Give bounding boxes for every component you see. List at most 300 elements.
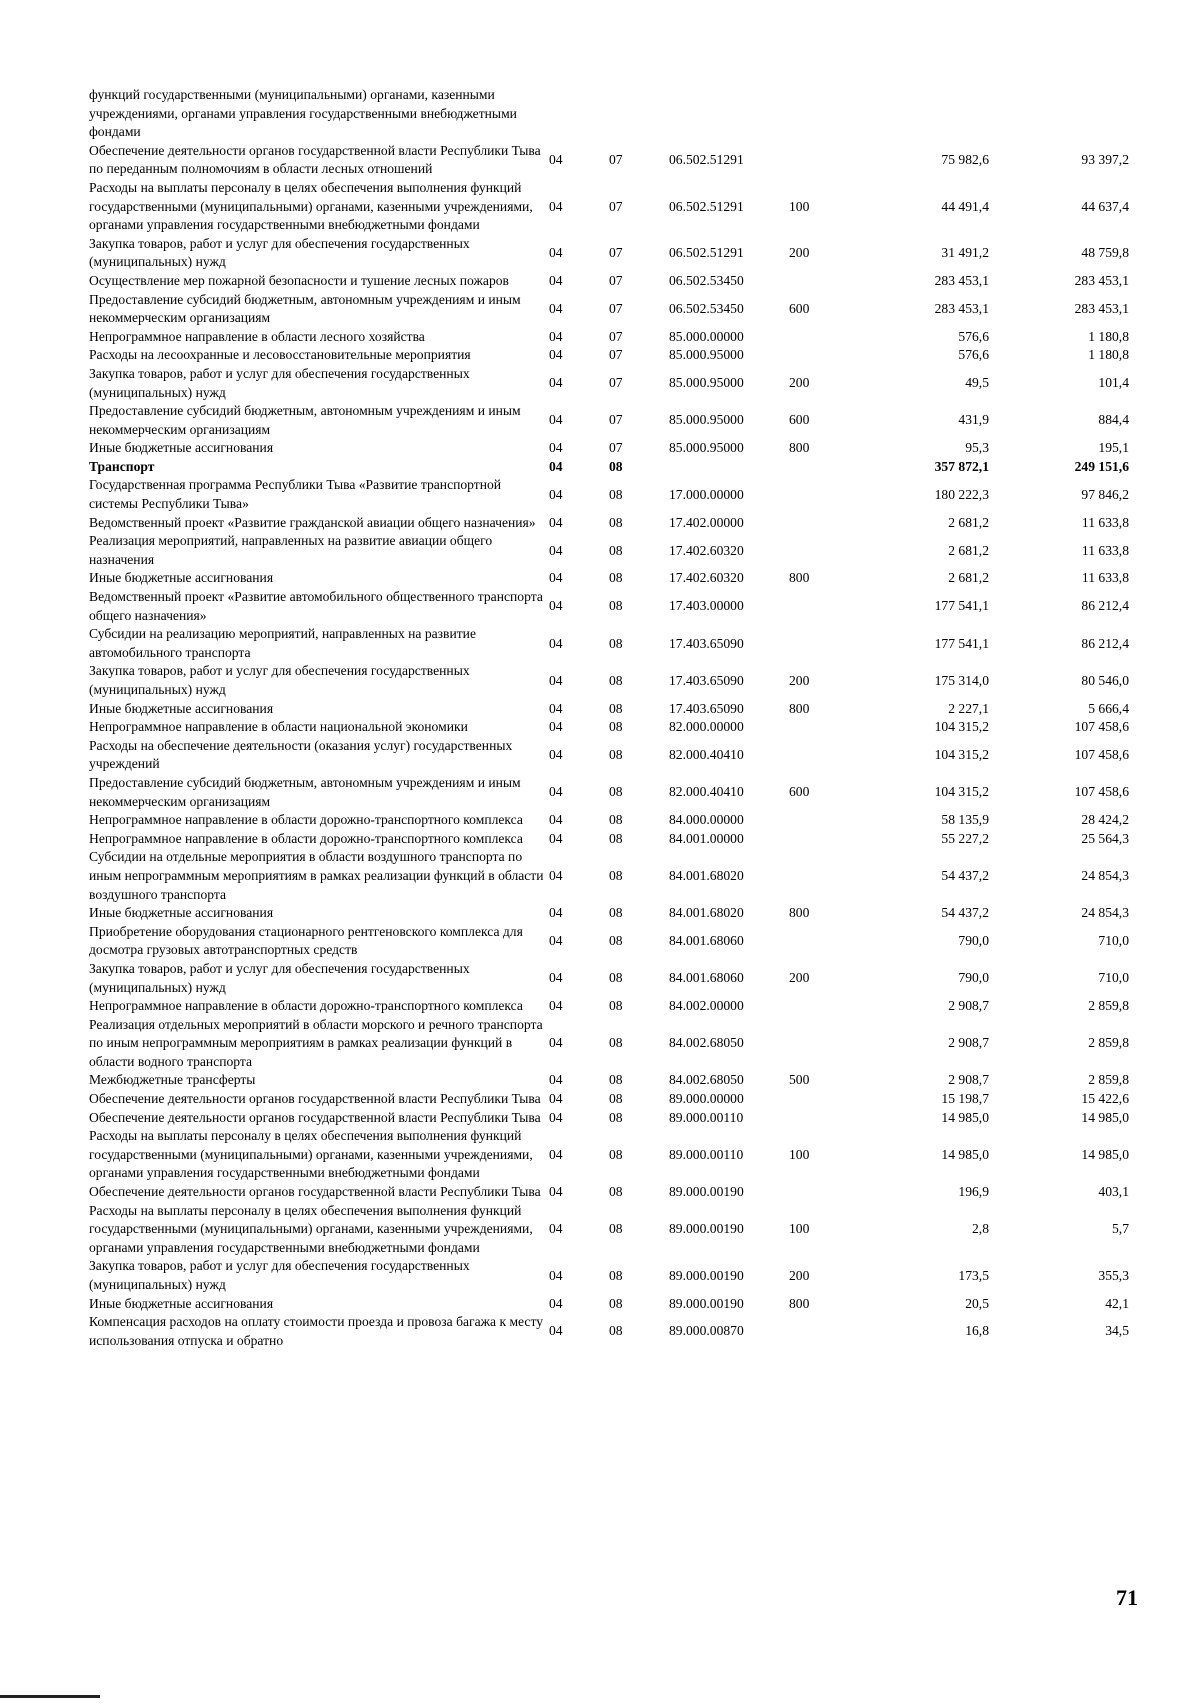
row-amount-year-1: 44 491,4 bbox=[941, 198, 989, 214]
row-amount-year-1: 2 227,1 bbox=[948, 700, 989, 716]
table-row bbox=[89, 1109, 1129, 1128]
table-row bbox=[89, 291, 1129, 328]
row-target-article-code: 06.502.51291 bbox=[669, 245, 744, 261]
row-name: Закупка товаров, работ и услуг для обеспечения государственных (муниципальных) нужд bbox=[89, 1258, 470, 1292]
row-subsection-code: 08 bbox=[609, 970, 623, 986]
row-amount-year-1: 49,5 bbox=[965, 375, 989, 391]
row-name: Расходы на обеспечение деятельности (оказания услуг) государственных учреждений bbox=[89, 737, 513, 772]
row-amount-year-2: 249 151,6 bbox=[1074, 458, 1129, 474]
row-section-code: 04 bbox=[549, 598, 563, 614]
row-section-code: 04 bbox=[549, 933, 563, 949]
table-row bbox=[89, 625, 1129, 662]
row-target-article-code: 89.000.00190 bbox=[669, 1267, 744, 1283]
row-subsection-code: 08 bbox=[609, 998, 623, 1014]
row-expense-type-code: 200 bbox=[789, 245, 810, 261]
row-name: Иные бюджетные ассигнования bbox=[89, 700, 274, 716]
row-amount-year-2: 25 564,3 bbox=[1081, 830, 1129, 846]
row-target-article-code: 89.000.00000 bbox=[669, 1091, 744, 1107]
row-section-code: 04 bbox=[549, 245, 563, 261]
row-subsection-code: 08 bbox=[609, 1221, 623, 1237]
row-name: Непрограммное направление в области лесного хозяйства bbox=[89, 328, 425, 344]
row-target-article-code: 84.000.00000 bbox=[669, 812, 744, 828]
row-section-code: 04 bbox=[549, 1184, 563, 1200]
row-expense-type-code: 600 bbox=[789, 784, 810, 800]
row-section-code: 04 bbox=[549, 672, 563, 688]
row-expense-type-code bbox=[789, 1109, 859, 1128]
row-subsection-code: 07 bbox=[609, 300, 623, 316]
row-amount-year-2: 11 633,8 bbox=[1081, 514, 1129, 530]
row-subsection-code: 08 bbox=[609, 672, 623, 688]
table-row bbox=[89, 235, 1129, 272]
row-name: Расходы на выплаты персоналу в целях обеспечения выполнения функций государственными (муниципальными) органами, казенными учреждениями, органами управления государственными внебюджетными фондами bbox=[89, 1128, 533, 1181]
row-name: Закупка товаров, работ и услуг для обеспечения государственных (муниципальных) нужд bbox=[89, 365, 470, 400]
row-name: Предоставление субсидий бюджетным, автономным учреждениям и иным некоммерческим организациям bbox=[89, 774, 521, 809]
row-amount-year-1: 15 198,7 bbox=[941, 1091, 989, 1107]
row-target-article-code: 84.001.68060 bbox=[669, 970, 744, 986]
row-name: Субсидии на реализацию мероприятий, направленных на развитие автомобильного транспорта bbox=[89, 626, 476, 660]
table-row bbox=[89, 476, 1129, 513]
row-amount-year-1: 104 315,2 bbox=[934, 784, 989, 800]
budget-table bbox=[89, 86, 1129, 1350]
row-name: Государственная программа Республики Тыва «Развитие транспортной системы Республики Тыва» bbox=[89, 477, 502, 512]
row-expense-type-code bbox=[789, 514, 859, 533]
row-expense-type-code bbox=[789, 86, 859, 142]
table-row bbox=[89, 1295, 1129, 1314]
row-target-article-code: 82.000.40410 bbox=[669, 784, 744, 800]
row-name: Обеспечение деятельности органов государственной власти Республики Тыва bbox=[89, 1091, 541, 1107]
row-subsection-code: 08 bbox=[609, 747, 623, 763]
row-amount-year-1: 14 985,0 bbox=[941, 1146, 989, 1162]
row-name: Реализация мероприятий, направленных на развитие авиации общего назначения bbox=[89, 533, 493, 567]
row-expense-type-code: 200 bbox=[789, 970, 810, 986]
table-row bbox=[89, 458, 1129, 477]
row-amount-year-1: 2 908,7 bbox=[948, 1072, 989, 1088]
row-amount-year-1: 576,6 bbox=[958, 328, 989, 344]
row-expense-type-code bbox=[789, 811, 859, 830]
table-row bbox=[89, 439, 1129, 458]
row-subsection-code: 08 bbox=[609, 635, 623, 651]
table-row bbox=[89, 960, 1129, 997]
row-expense-type-code bbox=[789, 848, 859, 904]
row-expense-type-code bbox=[789, 142, 859, 179]
row-amount-year-1 bbox=[859, 86, 989, 142]
row-amount-year-2: 28 424,2 bbox=[1081, 812, 1129, 828]
table-row bbox=[89, 1183, 1129, 1202]
row-section-code: 04 bbox=[549, 1221, 563, 1237]
table-row bbox=[89, 532, 1129, 569]
row-section-code: 04 bbox=[549, 1072, 563, 1088]
row-subsection-code: 08 bbox=[609, 933, 623, 949]
row-expense-type-code: 100 bbox=[789, 1146, 810, 1162]
row-target-article-code: 85.000.00000 bbox=[669, 328, 744, 344]
row-amount-year-1: 2 908,7 bbox=[948, 998, 989, 1014]
row-amount-year-1: 431,9 bbox=[958, 412, 989, 428]
row-target-article-code bbox=[669, 86, 789, 142]
row-target-article-code: 85.000.95000 bbox=[669, 412, 744, 428]
row-section-code: 04 bbox=[549, 514, 563, 530]
row-target-article-code: 89.000.00190 bbox=[669, 1295, 744, 1311]
row-subsection-code: 07 bbox=[609, 198, 623, 214]
row-section-code: 04 bbox=[549, 1323, 563, 1339]
row-name: Обеспечение деятельности органов государственной власти Республики Тыва bbox=[89, 1109, 541, 1125]
row-expense-type-code bbox=[789, 458, 859, 477]
row-name: Закупка товаров, работ и услуг для обеспечения государственных (муниципальных) нужд bbox=[89, 663, 470, 697]
row-amount-year-1: 54 437,2 bbox=[941, 867, 989, 883]
row-amount-year-1: 283 453,1 bbox=[934, 300, 989, 316]
row-expense-type-code bbox=[789, 1183, 859, 1202]
row-name: Обеспечение деятельности органов государственной власти Республики Тыва bbox=[89, 1184, 541, 1200]
row-name: Ведомственный проект «Развитие автомобильного общественного транспорта общего назначения» bbox=[89, 589, 543, 623]
row-section-code: 04 bbox=[549, 1295, 563, 1311]
table-row bbox=[89, 811, 1129, 830]
row-target-article-code: 82.000.40410 bbox=[669, 747, 744, 763]
table-row bbox=[89, 1016, 1129, 1072]
row-target-article-code: 84.002.68050 bbox=[669, 1035, 744, 1051]
table-row bbox=[89, 997, 1129, 1016]
row-amount-year-2: 5,7 bbox=[1112, 1221, 1129, 1237]
table-row bbox=[89, 588, 1129, 625]
table-row bbox=[89, 1071, 1129, 1090]
row-amount-year-1: 196,9 bbox=[958, 1184, 989, 1200]
row-amount-year-2: 195,1 bbox=[1098, 440, 1129, 456]
row-expense-type-code bbox=[789, 737, 859, 774]
row-expense-type-code: 800 bbox=[789, 700, 810, 716]
row-amount-year-1: 2 681,2 bbox=[948, 570, 989, 586]
row-target-article-code: 84.002.68050 bbox=[669, 1072, 744, 1088]
row-target-article-code: 89.000.00110 bbox=[669, 1146, 744, 1162]
row-name: Межбюджетные трансферты bbox=[89, 1072, 256, 1088]
row-section-code: 04 bbox=[549, 570, 563, 586]
row-amount-year-1: 357 872,1 bbox=[934, 458, 989, 474]
row-amount-year-2: 44 637,4 bbox=[1081, 198, 1129, 214]
row-section-code: 04 bbox=[549, 328, 563, 344]
row-amount-year-1: 283 453,1 bbox=[934, 272, 989, 288]
budget-table-container bbox=[89, 86, 1129, 1350]
row-section-code: 04 bbox=[549, 347, 563, 363]
row-subsection-code: 08 bbox=[609, 1035, 623, 1051]
table-row bbox=[89, 662, 1129, 699]
table-row bbox=[89, 514, 1129, 533]
row-amount-year-2: 5 666,4 bbox=[1088, 700, 1129, 716]
row-subsection-code: 08 bbox=[609, 1146, 623, 1162]
row-subsection-code: 08 bbox=[609, 1323, 623, 1339]
row-subsection-code: 08 bbox=[609, 598, 623, 614]
row-amount-year-2: 107 458,6 bbox=[1074, 784, 1129, 800]
row-section-code bbox=[549, 86, 609, 142]
row-amount-year-2: 884,4 bbox=[1098, 412, 1129, 428]
row-target-article-code: 84.002.00000 bbox=[669, 998, 744, 1014]
row-amount-year-2: 24 854,3 bbox=[1081, 905, 1129, 921]
row-amount-year-1: 790,0 bbox=[958, 933, 989, 949]
table-row bbox=[89, 365, 1129, 402]
row-amount-year-2: 2 859,8 bbox=[1088, 1035, 1129, 1051]
row-name: Иные бюджетные ассигнования bbox=[89, 440, 274, 456]
row-amount-year-2: 15 422,6 bbox=[1081, 1091, 1129, 1107]
row-subsection-code: 08 bbox=[609, 570, 623, 586]
row-target-article-code: 89.000.00190 bbox=[669, 1184, 744, 1200]
row-target-article-code: 89.000.00870 bbox=[669, 1323, 744, 1339]
table-row bbox=[89, 569, 1129, 588]
row-name: Реализация отдельных мероприятий в области морского и речного транспорта по иным непрограммным мероприятиям в рамках реализации функций в области водного транспорта bbox=[89, 1016, 543, 1069]
row-amount-year-2: 107 458,6 bbox=[1074, 747, 1129, 763]
row-amount-year-2: 283 453,1 bbox=[1074, 272, 1129, 288]
row-section-code: 04 bbox=[549, 458, 563, 474]
row-expense-type-code bbox=[789, 1313, 859, 1350]
row-target-article-code: 89.000.00190 bbox=[669, 1221, 744, 1237]
row-subsection-code: 08 bbox=[609, 486, 623, 502]
row-subsection-code: 08 bbox=[609, 458, 623, 474]
row-amount-year-1: 14 985,0 bbox=[941, 1109, 989, 1125]
row-section-code: 04 bbox=[549, 998, 563, 1014]
row-subsection-code: 07 bbox=[609, 440, 623, 456]
row-subsection-code: 08 bbox=[609, 830, 623, 846]
row-amount-year-2: 283 453,1 bbox=[1074, 300, 1129, 316]
row-target-article-code: 06.502.51291 bbox=[669, 152, 744, 168]
row-subsection-code: 07 bbox=[609, 328, 623, 344]
row-name: Ведомственный проект «Развитие гражданской авиации общего назначения» bbox=[89, 514, 536, 530]
table-row bbox=[89, 179, 1129, 235]
row-amount-year-2: 107 458,6 bbox=[1074, 719, 1129, 735]
row-amount-year-2: 2 859,8 bbox=[1088, 1072, 1129, 1088]
row-name: Иные бюджетные ассигнования bbox=[89, 905, 274, 921]
row-section-code: 04 bbox=[549, 1109, 563, 1125]
row-target-article-code: 85.000.95000 bbox=[669, 347, 744, 363]
footer-rule bbox=[0, 1695, 100, 1698]
row-name: Расходы на выплаты персоналу в целях обеспечения выполнения функций государственными (муниципальными) органами, казенными учреждениями, органами управления государственными внебюджетными фондами bbox=[89, 179, 533, 233]
row-amount-year-1: 177 541,1 bbox=[934, 635, 989, 651]
row-expense-type-code bbox=[789, 997, 859, 1016]
row-subsection-code: 08 bbox=[609, 867, 623, 883]
row-amount-year-2: 14 985,0 bbox=[1081, 1109, 1129, 1125]
row-amount-year-1: 2 681,2 bbox=[948, 514, 989, 530]
row-subsection-code: 07 bbox=[609, 412, 623, 428]
row-amount-year-1: 58 135,9 bbox=[941, 812, 989, 828]
row-amount-year-2: 2 859,8 bbox=[1088, 998, 1129, 1014]
row-expense-type-code bbox=[789, 1090, 859, 1109]
row-name: Обеспечение деятельности органов государственной власти Республики Тыва по переданным полномочиям в области лесных отношений bbox=[89, 142, 541, 177]
row-amount-year-2 bbox=[989, 86, 1129, 142]
row-expense-type-code bbox=[789, 1016, 859, 1072]
row-subsection-code: 08 bbox=[609, 514, 623, 530]
row-section-code: 04 bbox=[549, 812, 563, 828]
table-row bbox=[89, 830, 1129, 849]
row-name: Иные бюджетные ассигнования bbox=[89, 1295, 274, 1311]
row-amount-year-2: 1 180,8 bbox=[1088, 328, 1129, 344]
row-amount-year-2: 80 546,0 bbox=[1081, 672, 1129, 688]
table-row bbox=[89, 402, 1129, 439]
row-target-article-code: 84.001.68060 bbox=[669, 933, 744, 949]
row-amount-year-1: 55 227,2 bbox=[941, 830, 989, 846]
table-row bbox=[89, 1202, 1129, 1258]
row-subsection-code: 08 bbox=[609, 1091, 623, 1107]
row-subsection-code: 08 bbox=[609, 719, 623, 735]
table-row bbox=[89, 1313, 1129, 1350]
row-amount-year-2: 710,0 bbox=[1098, 933, 1129, 949]
row-section-code: 04 bbox=[549, 412, 563, 428]
row-subsection-code: 07 bbox=[609, 272, 623, 288]
row-target-article-code: 85.000.95000 bbox=[669, 440, 744, 456]
table-row bbox=[89, 142, 1129, 179]
row-subsection-code: 08 bbox=[609, 1295, 623, 1311]
row-name: Осуществление мер пожарной безопасности и тушение лесных пожаров bbox=[89, 272, 509, 288]
row-section-code: 04 bbox=[549, 747, 563, 763]
row-expense-type-code: 800 bbox=[789, 1295, 810, 1311]
row-section-code: 04 bbox=[549, 1267, 563, 1283]
row-section-code: 04 bbox=[549, 542, 563, 558]
table-row bbox=[89, 86, 1129, 142]
row-subsection-code: 08 bbox=[609, 1184, 623, 1200]
row-section-code: 04 bbox=[549, 784, 563, 800]
row-amount-year-1: 20,5 bbox=[965, 1295, 989, 1311]
row-name: Субсидии на отдельные мероприятия в области воздушного транспорта по иным непрограммным мероприятиям в рамках реализации функций в области воздушного транспорта bbox=[89, 849, 544, 902]
row-expense-type-code bbox=[789, 346, 859, 365]
row-amount-year-2: 403,1 bbox=[1098, 1184, 1129, 1200]
row-amount-year-1: 173,5 bbox=[958, 1267, 989, 1283]
row-section-code: 04 bbox=[549, 486, 563, 502]
row-name: функций государственными (муниципальными) органами, казенными учреждениями, органами управления государственными внебюджетными фондами bbox=[89, 87, 517, 140]
row-target-article-code: 85.000.95000 bbox=[669, 375, 744, 391]
row-section-code: 04 bbox=[549, 1146, 563, 1162]
row-expense-type-code bbox=[789, 532, 859, 569]
row-expense-type-code: 800 bbox=[789, 905, 810, 921]
row-expense-type-code: 200 bbox=[789, 672, 810, 688]
row-target-article-code: 06.502.53450 bbox=[669, 300, 744, 316]
row-name: Компенсация расходов на оплату стоимости проезда и провоза багажа к месту использования отпуска и обратно bbox=[89, 1314, 544, 1348]
row-target-article-code: 17.403.65090 bbox=[669, 672, 744, 688]
row-section-code: 04 bbox=[549, 970, 563, 986]
row-subsection-code: 07 bbox=[609, 375, 623, 391]
row-amount-year-1: 177 541,1 bbox=[934, 598, 989, 614]
row-subsection-code: 08 bbox=[609, 905, 623, 921]
row-target-article-code: 84.001.68020 bbox=[669, 905, 744, 921]
row-target-article-code: 06.502.53450 bbox=[669, 272, 744, 288]
row-amount-year-2: 86 212,4 bbox=[1081, 635, 1129, 651]
row-amount-year-2: 710,0 bbox=[1098, 970, 1129, 986]
table-row bbox=[89, 718, 1129, 737]
row-amount-year-1: 2 681,2 bbox=[948, 542, 989, 558]
table-row bbox=[89, 774, 1129, 811]
row-subsection-code: 07 bbox=[609, 347, 623, 363]
row-name: Непрограммное направление в области дорожно-транспортного комплекса bbox=[89, 998, 523, 1014]
row-expense-type-code: 600 bbox=[789, 412, 810, 428]
row-expense-type-code bbox=[789, 923, 859, 960]
row-expense-type-code bbox=[789, 625, 859, 662]
row-section-code: 04 bbox=[549, 719, 563, 735]
row-section-code: 04 bbox=[549, 300, 563, 316]
row-amount-year-1: 180 222,3 bbox=[934, 486, 989, 502]
row-subsection-code: 08 bbox=[609, 812, 623, 828]
row-section-code: 04 bbox=[549, 905, 563, 921]
row-subsection-code: 08 bbox=[609, 1267, 623, 1283]
row-section-code: 04 bbox=[549, 700, 563, 716]
row-amount-year-1: 576,6 bbox=[958, 347, 989, 363]
row-subsection-code: 08 bbox=[609, 1072, 623, 1088]
row-section-code: 04 bbox=[549, 830, 563, 846]
table-row bbox=[89, 1127, 1129, 1183]
row-section-code: 04 bbox=[549, 635, 563, 651]
row-target-article-code: 06.502.51291 bbox=[669, 198, 744, 214]
row-expense-type-code bbox=[789, 588, 859, 625]
row-amount-year-1: 790,0 bbox=[958, 970, 989, 986]
row-amount-year-2: 34,5 bbox=[1105, 1323, 1129, 1339]
row-name: Закупка товаров, работ и услуг для обеспечения государственных (муниципальных) нужд bbox=[89, 235, 470, 270]
table-row bbox=[89, 328, 1129, 347]
row-section-code: 04 bbox=[549, 1091, 563, 1107]
row-subsection-code: 08 bbox=[609, 700, 623, 716]
row-expense-type-code: 100 bbox=[789, 198, 810, 214]
row-subsection-code: 08 bbox=[609, 542, 623, 558]
row-amount-year-1: 2,8 bbox=[972, 1221, 989, 1237]
row-expense-type-code: 500 bbox=[789, 1072, 810, 1088]
row-expense-type-code bbox=[789, 272, 859, 291]
table-row bbox=[89, 1257, 1129, 1294]
row-name: Предоставление субсидий бюджетным, автономным учреждениям и иным некоммерческим организациям bbox=[89, 291, 521, 326]
row-amount-year-1: 95,3 bbox=[965, 440, 989, 456]
row-amount-year-1: 104 315,2 bbox=[934, 719, 989, 735]
row-subsection-code: 08 bbox=[609, 784, 623, 800]
row-target-article-code: 17.403.65090 bbox=[669, 635, 744, 651]
row-target-article-code: 82.000.00000 bbox=[669, 719, 744, 735]
row-target-article-code: 84.001.00000 bbox=[669, 830, 744, 846]
row-amount-year-2: 97 846,2 bbox=[1081, 486, 1129, 502]
table-row bbox=[89, 923, 1129, 960]
row-name: Непрограммное направление в области национальной экономики bbox=[89, 719, 468, 735]
row-amount-year-2: 11 633,8 bbox=[1081, 570, 1129, 586]
row-name: Предоставление субсидий бюджетным, автономным учреждениям и иным некоммерческим организациям bbox=[89, 403, 521, 437]
row-expense-type-code: 100 bbox=[789, 1221, 810, 1237]
row-amount-year-1: 104 315,2 bbox=[934, 747, 989, 763]
row-section-code: 04 bbox=[549, 440, 563, 456]
table-row bbox=[89, 737, 1129, 774]
row-target-article-code: 17.000.00000 bbox=[669, 486, 744, 502]
row-target-article-code: 17.403.65090 bbox=[669, 700, 744, 716]
table-row bbox=[89, 848, 1129, 904]
row-subsection-code: 07 bbox=[609, 152, 623, 168]
row-section-code: 04 bbox=[549, 375, 563, 391]
row-section-code: 04 bbox=[549, 152, 563, 168]
row-subsection-code: 07 bbox=[609, 245, 623, 261]
row-amount-year-2: 1 180,8 bbox=[1088, 347, 1129, 363]
row-section-code: 04 bbox=[549, 1035, 563, 1051]
row-expense-type-code: 800 bbox=[789, 440, 810, 456]
row-expense-type-code: 200 bbox=[789, 375, 810, 391]
row-name: Иные бюджетные ассигнования bbox=[89, 570, 274, 586]
row-expense-type-code bbox=[789, 830, 859, 849]
table-row bbox=[89, 1090, 1129, 1109]
row-expense-type-code bbox=[789, 718, 859, 737]
row-amount-year-1: 54 437,2 bbox=[941, 905, 989, 921]
row-amount-year-2: 86 212,4 bbox=[1081, 598, 1129, 614]
row-expense-type-code: 600 bbox=[789, 300, 810, 316]
row-target-article-code: 17.402.60320 bbox=[669, 542, 744, 558]
row-amount-year-2: 42,1 bbox=[1105, 1295, 1129, 1311]
row-amount-year-1: 16,8 bbox=[965, 1323, 989, 1339]
row-target-article-code: 84.001.68020 bbox=[669, 867, 744, 883]
row-name: Непрограммное направление в области дорожно-транспортного комплекса bbox=[89, 830, 523, 846]
row-amount-year-2: 355,3 bbox=[1098, 1267, 1129, 1283]
row-expense-type-code bbox=[789, 328, 859, 347]
row-amount-year-1: 2 908,7 bbox=[948, 1035, 989, 1051]
row-name: Непрограммное направление в области дорожно-транспортного комплекса bbox=[89, 812, 523, 828]
budget-table-body bbox=[89, 86, 1129, 1350]
page-number: 71 bbox=[1116, 1585, 1138, 1610]
row-amount-year-2: 48 759,8 bbox=[1081, 245, 1129, 261]
row-subsection-code: 08 bbox=[609, 1109, 623, 1125]
row-target-article-code: 17.402.60320 bbox=[669, 570, 744, 586]
table-row bbox=[89, 904, 1129, 923]
row-amount-year-2: 11 633,8 bbox=[1081, 542, 1129, 558]
table-row bbox=[89, 700, 1129, 719]
